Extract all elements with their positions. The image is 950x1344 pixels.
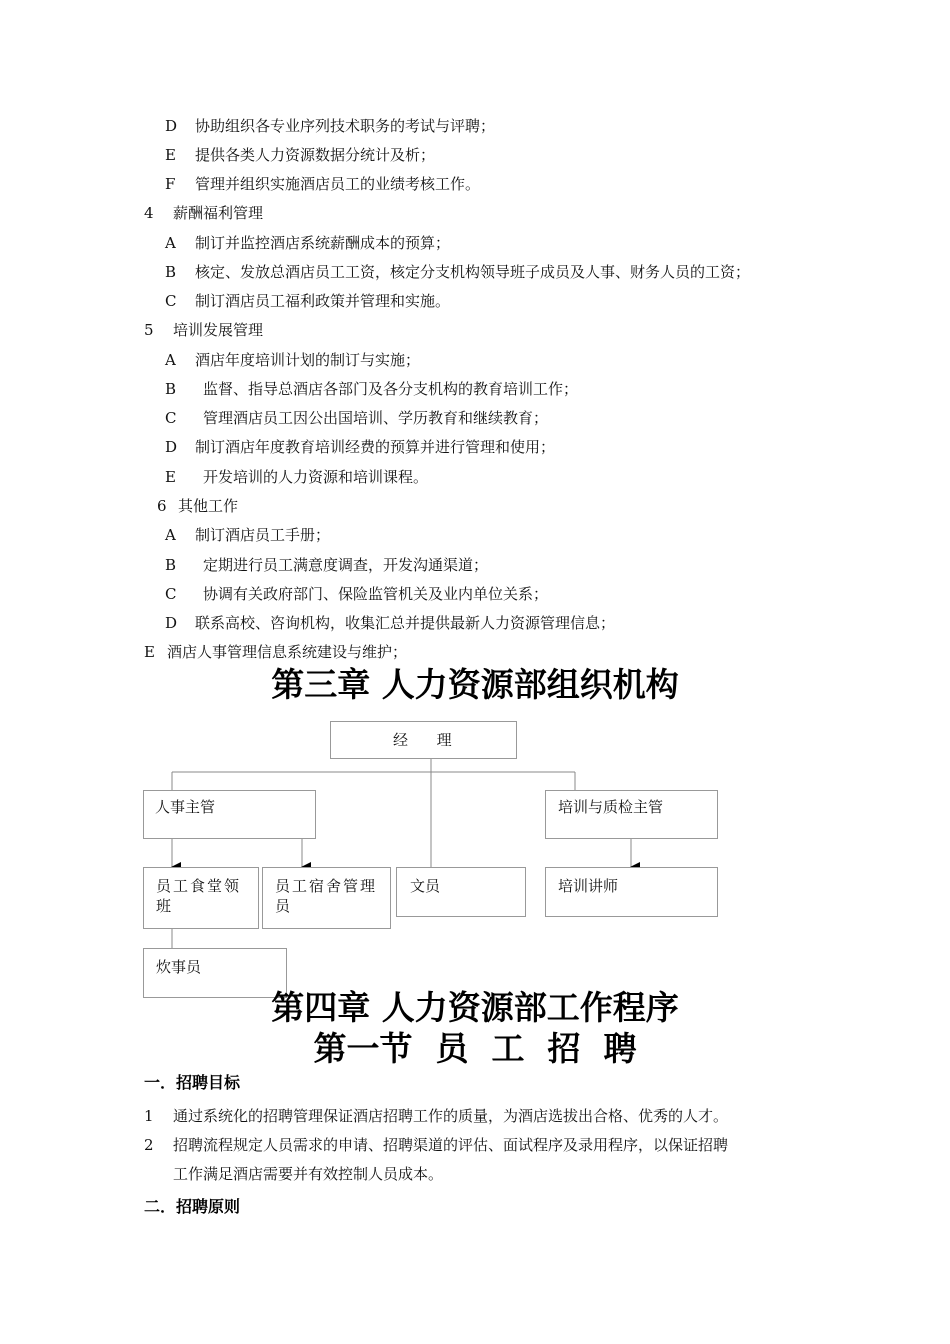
item-text: 协调有关政府部门、保险监管机关及业内单位关系； bbox=[203, 585, 549, 603]
section-title: 第一节 员 工 招 聘 bbox=[313, 1029, 637, 1068]
item-text: 监督、指导总酒店各部门及各分支机构的教育培训工作； bbox=[203, 380, 579, 398]
item-label: C bbox=[165, 585, 177, 603]
item-text: 制订酒店员工福利政策并管理和实施。 bbox=[195, 292, 451, 310]
item-text: 制订酒店员工手册； bbox=[195, 526, 331, 544]
node-label: 文员 bbox=[410, 877, 441, 895]
item-label: B bbox=[165, 263, 177, 281]
org-node-dorm-admin bbox=[262, 867, 391, 929]
item-label: C bbox=[165, 409, 177, 427]
item-text: 核定、发放总酒店员工工资，核定分支机构领导班子成员及人事、财务人员的工资； bbox=[195, 263, 751, 281]
node-label: 员工食堂领班 bbox=[156, 877, 242, 915]
numbered-item bbox=[144, 1135, 728, 1155]
org-node-clerk bbox=[396, 867, 526, 917]
item-number: 1 bbox=[144, 1107, 154, 1125]
org-node-manager bbox=[330, 721, 517, 759]
org-node-training-supervisor bbox=[545, 790, 718, 839]
node-label: 培训讲师 bbox=[558, 877, 619, 895]
node-label: 员工宿舍管理员 bbox=[275, 877, 378, 915]
item-label: E bbox=[165, 468, 176, 486]
section-number: 6 bbox=[157, 497, 167, 515]
item-text: 制订并监控酒店系统薪酬成本的预算； bbox=[195, 234, 451, 252]
org-node-trainer bbox=[545, 867, 718, 917]
item-text: 管理并组织实施酒店员工的业绩考核工作。 bbox=[195, 175, 481, 193]
chapter-title: 第三章 人力资源部组织机构 bbox=[271, 665, 679, 704]
node-label: 炊事员 bbox=[156, 958, 202, 976]
item-text: 制订酒店年度教育培训经费的预算并进行管理和使用； bbox=[195, 438, 556, 456]
item-text: 酒店年度培训计划的制订与实施； bbox=[195, 351, 421, 369]
item-text: 联系高校、咨询机构，收集汇总并提供最新人力资源管理信息； bbox=[195, 614, 616, 632]
org-node-hr-supervisor bbox=[143, 790, 316, 839]
item-label: A bbox=[165, 526, 176, 544]
item-text: 定期进行员工满意度调查，开发沟通渠道； bbox=[203, 556, 489, 574]
node-label: 人事主管 bbox=[155, 798, 216, 816]
org-node-canteen-leader bbox=[143, 867, 259, 929]
section-title: 培训发展管理 bbox=[173, 321, 264, 339]
item-label: B bbox=[165, 380, 177, 398]
item-label: D bbox=[165, 614, 178, 632]
numbered-item bbox=[144, 1106, 728, 1126]
item-text: 管理酒店员工因公出国培训、学历教育和继续教育； bbox=[203, 409, 549, 427]
node-label: 经 理 bbox=[393, 731, 452, 749]
item-text: 协助组织各专业序列技术职务的考试与评聘； bbox=[195, 117, 496, 135]
item-text: 开发培训的人力资源和培训课程。 bbox=[203, 468, 429, 486]
item-label: E bbox=[144, 643, 155, 661]
item-label: E bbox=[165, 146, 176, 164]
section-number: 5 bbox=[144, 321, 154, 339]
section-title: 其他工作 bbox=[178, 497, 239, 515]
recruit-goal-heading: 一．招聘目标 bbox=[144, 1073, 241, 1092]
item-continuation: 工作满足酒店需要并有效控制人员成本。 bbox=[173, 1165, 444, 1183]
item-label: C bbox=[165, 292, 177, 310]
node-label: 培训与质检主管 bbox=[558, 798, 664, 816]
item-text: 提供各类人力资源数据分统计及析； bbox=[195, 146, 436, 164]
recruit-principle-heading: 二．招聘原则 bbox=[144, 1197, 241, 1216]
item-label: D bbox=[165, 117, 178, 135]
section-title: 薪酬福利管理 bbox=[173, 204, 264, 222]
item-label: A bbox=[165, 234, 176, 252]
chapter-title: 第四章 人力资源部工作程序 bbox=[271, 988, 679, 1027]
item-label: A bbox=[165, 351, 176, 369]
item-label: D bbox=[165, 438, 178, 456]
item-text: 招聘流程规定人员需求的申请、招聘渠道的评估、面试程序及录用程序，以保证招聘 bbox=[173, 1136, 729, 1154]
item-text: 酒店人事管理信息系统建设与维护； bbox=[167, 643, 408, 661]
item-number: 2 bbox=[144, 1136, 154, 1154]
item-text: 通过系统化的招聘管理保证酒店招聘工作的质量，为酒店选拔出合格、优秀的人才。 bbox=[173, 1107, 729, 1125]
item-label: F bbox=[165, 175, 176, 193]
item-label: B bbox=[165, 556, 177, 574]
section-number: 4 bbox=[144, 204, 154, 222]
